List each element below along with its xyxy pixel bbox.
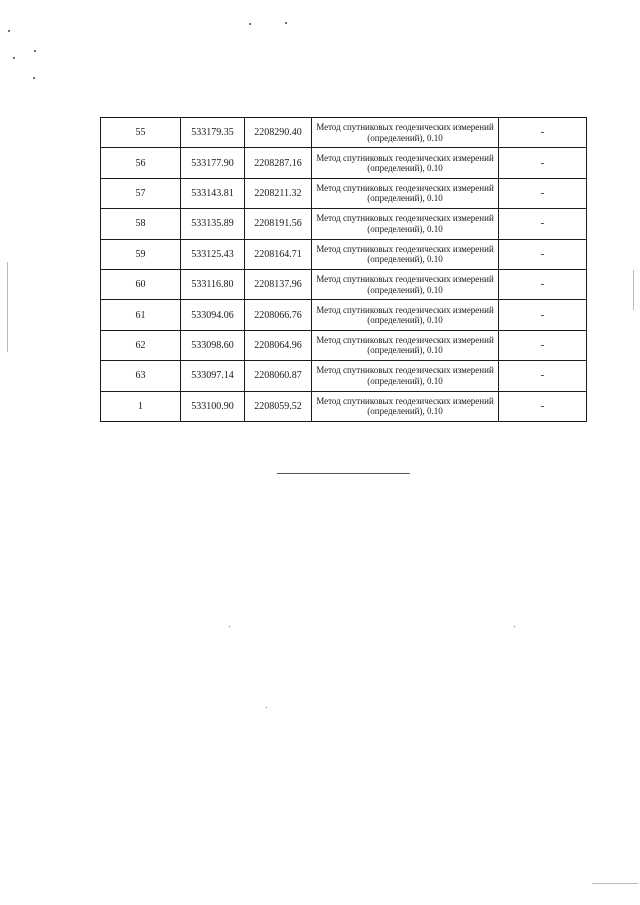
x-coordinate: 533097.14	[181, 361, 245, 391]
coordinates-table	[100, 117, 587, 422]
scan-speck	[266, 707, 267, 708]
scan-speck	[33, 77, 35, 79]
table-row	[101, 148, 587, 178]
table-row	[101, 361, 587, 391]
method-cell: Метод спутниковых геодезических измерений (определений), 0.10	[312, 148, 499, 178]
scan-speck	[34, 50, 36, 52]
scan-speck	[514, 626, 515, 627]
point-number: 62	[101, 330, 181, 360]
y-coordinate: 2208191.56	[245, 209, 312, 239]
point-number: 59	[101, 239, 181, 269]
method-cell: Метод спутниковых геодезических измерений (определений), 0.10	[312, 361, 499, 391]
y-coordinate: 2208290.40	[245, 118, 312, 148]
extra-cell: -	[499, 269, 587, 299]
table-row	[101, 239, 587, 269]
extra-cell: -	[499, 391, 587, 421]
y-coordinate: 2208164.71	[245, 239, 312, 269]
table-row	[101, 178, 587, 208]
point-number: 58	[101, 209, 181, 239]
method-cell: Метод спутниковых геодезических измерений (определений), 0.10	[312, 269, 499, 299]
extra-cell: -	[499, 330, 587, 360]
point-number: 56	[101, 148, 181, 178]
y-coordinate: 2208287.16	[245, 148, 312, 178]
method-cell: Метод спутниковых геодезических измерений (определений), 0.10	[312, 391, 499, 421]
table-row	[101, 300, 587, 330]
y-coordinate: 2208137.96	[245, 269, 312, 299]
table-row	[101, 269, 587, 299]
scan-speck	[285, 22, 287, 24]
table-row	[101, 118, 587, 148]
x-coordinate: 533094.06	[181, 300, 245, 330]
x-coordinate: 533177.90	[181, 148, 245, 178]
point-number: 1	[101, 391, 181, 421]
scan-edge-line	[592, 883, 638, 884]
x-coordinate: 533143.81	[181, 178, 245, 208]
point-number: 60	[101, 269, 181, 299]
y-coordinate: 2208211.32	[245, 178, 312, 208]
method-cell: Метод спутниковых геодезических измерений (определений), 0.10	[312, 239, 499, 269]
x-coordinate: 533098.60	[181, 330, 245, 360]
extra-cell: -	[499, 148, 587, 178]
table-row	[101, 330, 587, 360]
extra-cell: -	[499, 209, 587, 239]
scan-speck	[229, 626, 230, 627]
extra-cell: -	[499, 361, 587, 391]
extra-cell: -	[499, 239, 587, 269]
method-cell: Метод спутниковых геодезических измерений (определений), 0.10	[312, 178, 499, 208]
y-coordinate: 2208066.76	[245, 300, 312, 330]
extra-cell: -	[499, 178, 587, 208]
y-coordinate: 2208064.96	[245, 330, 312, 360]
method-cell: Метод спутниковых геодезических измерений (определений), 0.10	[312, 330, 499, 360]
x-coordinate: 533179.35	[181, 118, 245, 148]
scan-speck	[249, 23, 251, 25]
scan-speck	[8, 30, 10, 32]
table-row	[101, 391, 587, 421]
extra-cell: -	[499, 118, 587, 148]
end-separator-line	[277, 473, 410, 474]
method-cell: Метод спутниковых геодезических измерений (определений), 0.10	[312, 209, 499, 239]
table-row	[101, 209, 587, 239]
coordinates-table-body	[101, 118, 587, 422]
x-coordinate: 533135.89	[181, 209, 245, 239]
x-coordinate: 533100.90	[181, 391, 245, 421]
y-coordinate: 2208059.52	[245, 391, 312, 421]
x-coordinate: 533125.43	[181, 239, 245, 269]
point-number: 57	[101, 178, 181, 208]
scan-edge-line	[7, 262, 8, 352]
method-cell: Метод спутниковых геодезических измерений (определений), 0.10	[312, 118, 499, 148]
method-cell: Метод спутниковых геодезических измерений (определений), 0.10	[312, 300, 499, 330]
point-number: 63	[101, 361, 181, 391]
scan-edge-line	[633, 270, 634, 310]
x-coordinate: 533116.80	[181, 269, 245, 299]
point-number: 55	[101, 118, 181, 148]
point-number: 61	[101, 300, 181, 330]
extra-cell: -	[499, 300, 587, 330]
scan-speck	[13, 57, 15, 59]
y-coordinate: 2208060.87	[245, 361, 312, 391]
